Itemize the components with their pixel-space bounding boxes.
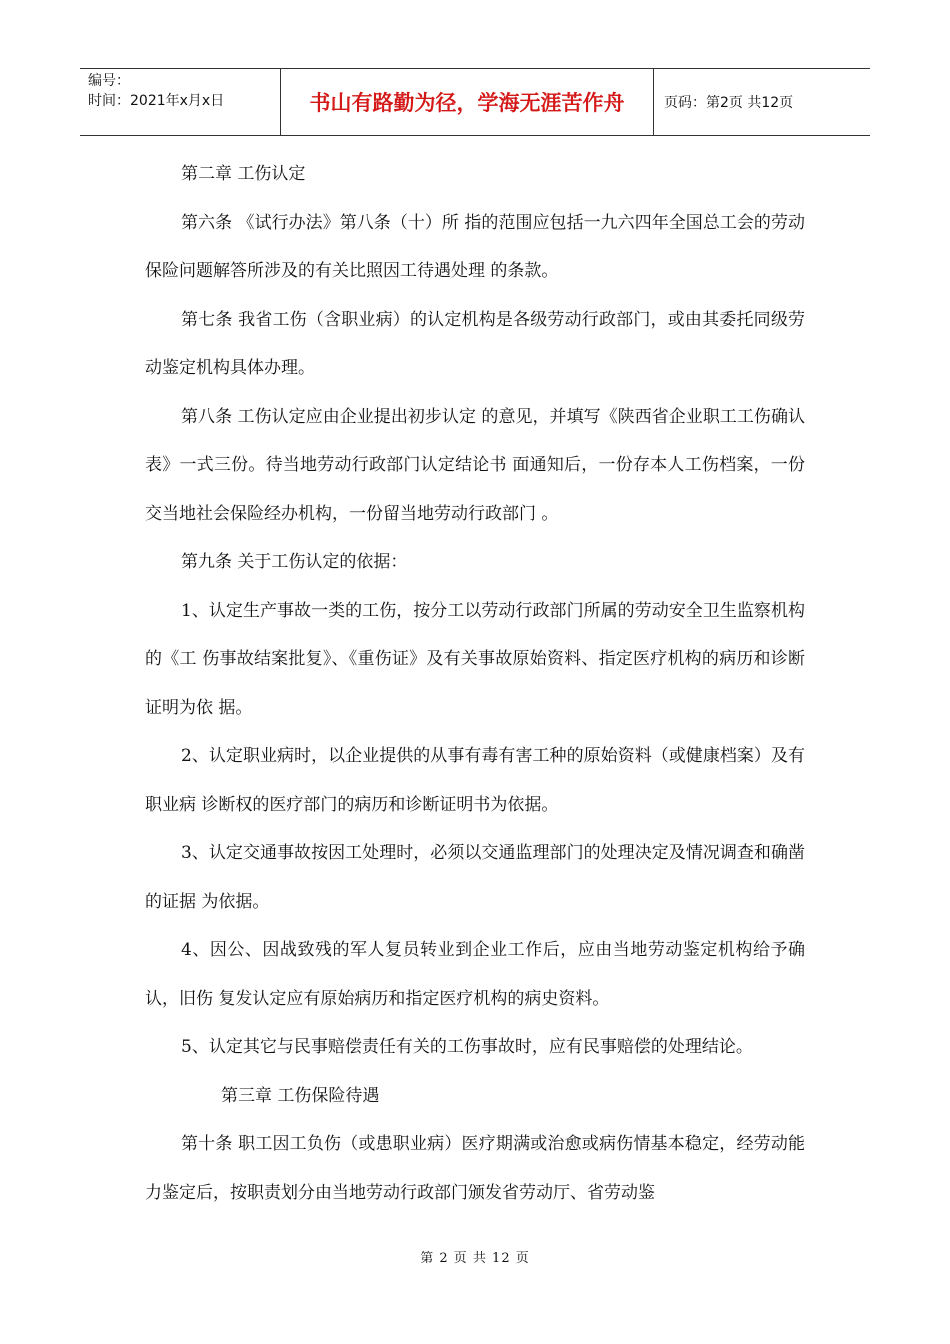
header-page-info: 页码：第2页 共12页 bbox=[664, 95, 794, 111]
paragraph: 第二章 工伤认定 bbox=[181, 164, 306, 184]
paragraph: 4、因公、因战致残的军人复员转业到企业工作后，应由当地劳动鉴定机构给予确认，旧伤 复发认定应有原始病历和指定医疗机构的病史资料。 bbox=[145, 940, 805, 1009]
header-left-cell bbox=[80, 69, 281, 135]
header-table bbox=[80, 68, 870, 136]
page-footer: 第 2 页 共 12 页 bbox=[420, 1251, 530, 1266]
chapter-heading: 第三章 工伤保险待遇 bbox=[221, 1085, 380, 1106]
paragraph: 第六条 《试行办法》第八条（十）所 指的范围应包括一九六四年全国总工会的劳动保险问题解答所涉及的有关比照因工待遇处理 的条款。 bbox=[145, 212, 805, 281]
paragraph: 第八条 工伤认定应由企业提出初步认定 的意见，并填写《陕西省企业职工工伤确认表》一式三份。待当地劳动行政部门认定结论书 面通知后，一份存本人工伤档案，一份交当地社会保险经办机构，一份留当地劳动行政部门 。 bbox=[145, 406, 805, 524]
header-motto: 书山有路勤为径，学海无涯苦作舟 bbox=[281, 69, 654, 135]
document-body bbox=[145, 150, 805, 1217]
paragraph: 第七条 我省工伤（含职业病）的认定机构是各级劳动行政部门，或由其委托同级劳动鉴定机构具体办理。 bbox=[145, 309, 805, 378]
paragraph: 5、认定其它与民事赔偿责任有关的工伤事故时，应有民事赔偿的处理结论。 bbox=[181, 1037, 753, 1057]
paragraph: 1、认定生产事故一类的工伤，按分工以劳动行政部门所属的劳动安全卫生监察机构的《工 伤事故结案批复》、《重伤证》及有关事故原始资料、指定医疗机构的病历和诊断证明为依 据。 bbox=[145, 600, 805, 718]
paragraph: 第十条 职工因工负伤（或患职业病）医疗期满或治愈或病伤情基本稳定，经劳动能力鉴定后，按职责划分由当地劳动行政部门颁发省劳动厅、省劳动鉴 bbox=[145, 1134, 805, 1203]
document-date: 时间：2021年x月x日 bbox=[88, 93, 225, 109]
paragraph: 2、认定职业病时，以企业提供的从事有毒有害工种的原始资料（或健康档案）及有职业病 诊断权的医疗部门的病历和诊断证明书为依据。 bbox=[145, 746, 805, 815]
document-number-label: 编号： bbox=[88, 73, 130, 89]
paragraph: 第九条 关于工伤认定的依据： bbox=[181, 552, 408, 572]
paragraph: 3、认定交通事故按因工处理时，必须以交通监理部门的处理决定及情况调查和确凿的证据 为依据。 bbox=[145, 843, 805, 912]
